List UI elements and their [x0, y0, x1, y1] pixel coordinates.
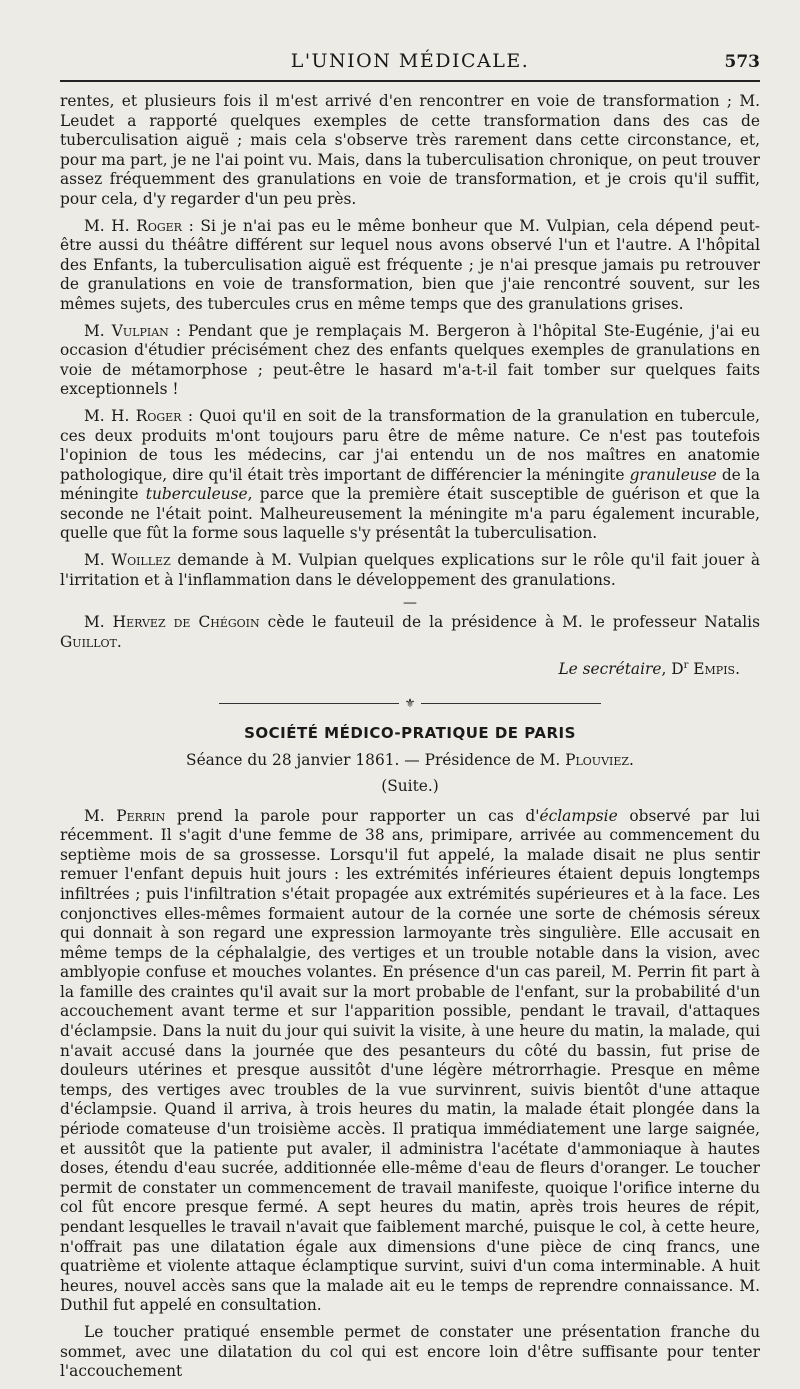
speaker-name: M. Woillez	[84, 551, 171, 570]
president-name: Guillot	[60, 632, 117, 651]
page-body	[60, 92, 760, 1389]
signature-separator: , D	[661, 660, 684, 679]
punctuation: .	[629, 751, 634, 770]
speaker-name: M. H. Roger	[84, 406, 182, 425]
secretary-role: Le secrétaire	[558, 660, 662, 679]
secretary-name: Empis	[688, 660, 736, 679]
paragraph-1: rentes, et plusieurs fois il m'est arrivé d'en rencontrer en voie de transformation ; M. Leudet a rapporté quelques exemples de cette transformation dans des cas de tuberculisation aiguë ; mais cela s'observe très rarement dans cette circonstance, et, pour ma part, je ne l'ai point vu. Mais, dans la tuberculisation chronique, on peut trouver assez fréquemment des granulations en voie de transformation, et je crois qu'il suffit, pour cela, d'y regarder d'un peu près.	[60, 92, 760, 208]
ornament-line-left	[219, 703, 399, 704]
speaker-name: M. H. Roger	[84, 216, 182, 235]
doctor-abbrev-sup: r	[683, 660, 689, 672]
emphasis-tuberculeuse: tuberculeuse	[145, 485, 248, 504]
speaker-name: M. Hervez de Chégoin	[84, 613, 260, 632]
ornament-line-right	[421, 703, 601, 704]
short-dash-separator: —	[403, 595, 417, 612]
session-line	[60, 751, 760, 771]
section-ornament	[60, 694, 760, 714]
session-text: Séance du 28 janvier 1861. — Présidence de M.	[186, 751, 566, 770]
punctuation: .	[116, 632, 122, 651]
ornament-glyph: ⚜	[404, 696, 416, 711]
paragraph-perrin	[60, 807, 760, 1316]
section-title: SOCIÉTÉ MÉDICO-PRATIQUE DE PARIS	[244, 723, 576, 742]
paragraph-text: : Quoi qu'il en soit de la transformation de la granulation en tubercule, ces deux produits m'ont toujours paru être de même nature. Ce n'est pas toutefois l'opinion de tous les médecins, car j'ai entendu un de nos maîtres en anatomie pathologique, dire qu'il était très important de différencier la méningite	[60, 406, 760, 484]
punctuation: .	[735, 660, 740, 679]
paragraph-hervez	[60, 613, 760, 652]
paragraph-text: : Si je n'ai pas eu le même bonheur que M. Vulpian, cela dépend peut-être aussi du théâtre différent sur lequel nous avons observé l'un et l'autre. A l'hôpital des Enfants, la tuberculisation aiguë est fréquente ; je n'ai presque jamais pu retrouver de granulations en voie de transformation, bien que j'aie rencontré souvent, sur les mêmes sujets, des tubercules crus en même temps que des granulations grises.	[60, 216, 760, 313]
paragraph-woillez	[60, 551, 760, 590]
paragraph-vulpian	[60, 322, 760, 400]
paragraph-roger-1	[60, 217, 760, 315]
journal-title: L'UNION MÉDICALE.	[290, 50, 530, 72]
speaker-name: M. Vulpian	[84, 321, 169, 340]
speaker-name: M. Perrin	[84, 806, 166, 825]
secretary-signature	[60, 656, 740, 680]
running-header	[60, 48, 760, 78]
paragraph-text: : Pendant que je remplaçais M. Bergeron à l'hôpital Ste-Eugénie, j'ai eu occasion d'étudier précisément chez des enfants quelques exemples de granulations en voie de métamorphose ; peut-être le hasard m'a-t-il fait tomber sur quelques faits exceptionnels !	[60, 321, 760, 399]
paragraph-text: observé par lui récemment. Il s'agit d'une femme de 38 ans, primipare, arrivée au commencement du septième mois de sa grossesse. Lorsqu'il fut appelé, la malade disait ne plus sentir remuer l'enfant depuis huit jours : les extrémités inférieures étaient depuis longtemps infiltrées ; puis l'infiltration s'était propagée aux extrémités supérieures et à la face. Les conjonctives elles-mêmes formaient autour de la cornée une sorte de chémosis séreux qui donnait à son regard une expression larmoyante très singulière. Elle accusait en même temps de la céphalalgie, des vertiges et un trouble notable dans la vision, avec amblyopie confuse et mouches volantes. En présence d'un cas pareil, M. Perrin fit part à la famille des craintes qu'il avait sur la mort probable de l'enfant, sur la probabilité d'un accouchement avant terme et sur l'apparition possible, pendant le travail, d'attaques d'éclampsie. Dans la nuit du jour qui suivit la visite, à une heure du matin, la malade, qui n'avait accusé dans la journée que des pesanteurs du côté du bassin, fut prise de douleurs utérines et presque aussitôt d'une légère métrorrhagie. Presque en même temps, des vertiges avec troubles de la vue survinrent, suivis bientôt d'une attaque d'éclampsie. Quand il arriva, à trois heures du matin, la malade était plongée dans la période comateuse d'un troisième accès. Il pratiqua immédiatement une large saignée, et aussitôt que la patiente put avaler, il administra l'acétate d'ammoniaque à hautes doses, étendu d'eau sucrée, additionnée elle-même d'eau de fleurs d'oranger. Le toucher permit de constater un commencement de travail manifeste, quoique l'orifice interne du col fût encore presque fermé. A sept heures du matin, après trois heures de répit, pendant lesquelles le travail n'avait que faiblement marché, puisque le col, à cette heure, n'offrait pas une dilatation égale aux dimensions d'une pièce de cinq francs, une quatrième et violente attaque éclamptique survint, suivi d'un coma interminable. A huit heures, nouvel accès sans que la malade ait eu le temps de reprendre connaissance. M. Duthil fut appelé en consultation.	[60, 806, 761, 1315]
suite-label: (Suite.)	[381, 776, 439, 795]
paragraph-text: prend la parole pour rapporter un cas d'	[165, 806, 540, 825]
emphasis-granuleuse: granuleuse	[629, 465, 717, 484]
paragraph-text: cède le fauteuil de la présidence à M. le professeur Natalis	[259, 613, 760, 632]
paragraph-last: Le toucher pratiqué ensemble permet de constater une présentation franche du sommet, avec une dilatation du col qui est encore loin d'être suffisante pour tenter l'accouchement	[60, 1322, 760, 1381]
emphasis-eclampsie: éclampsie	[539, 806, 618, 825]
paragraph-roger-2	[60, 407, 760, 544]
header-rule	[60, 80, 760, 82]
paragraph-text: , parce que la première était susceptible de guérison et que la seconde ne l'était point. Malheureusement la méningite m'a paru également incurable, quelle que fût la forme sous laquelle s'y présentât la tuberculisation.	[60, 485, 760, 543]
session-president: Plouviez	[565, 751, 630, 770]
paragraph-text: de la méningite	[60, 465, 760, 504]
page-number: 573	[724, 52, 760, 72]
paragraph-text: demande à M. Vulpian quelques explications sur le rôle qu'il fait jouer à l'irritation et à l'inflammation dans le développement des granulations.	[60, 551, 760, 589]
